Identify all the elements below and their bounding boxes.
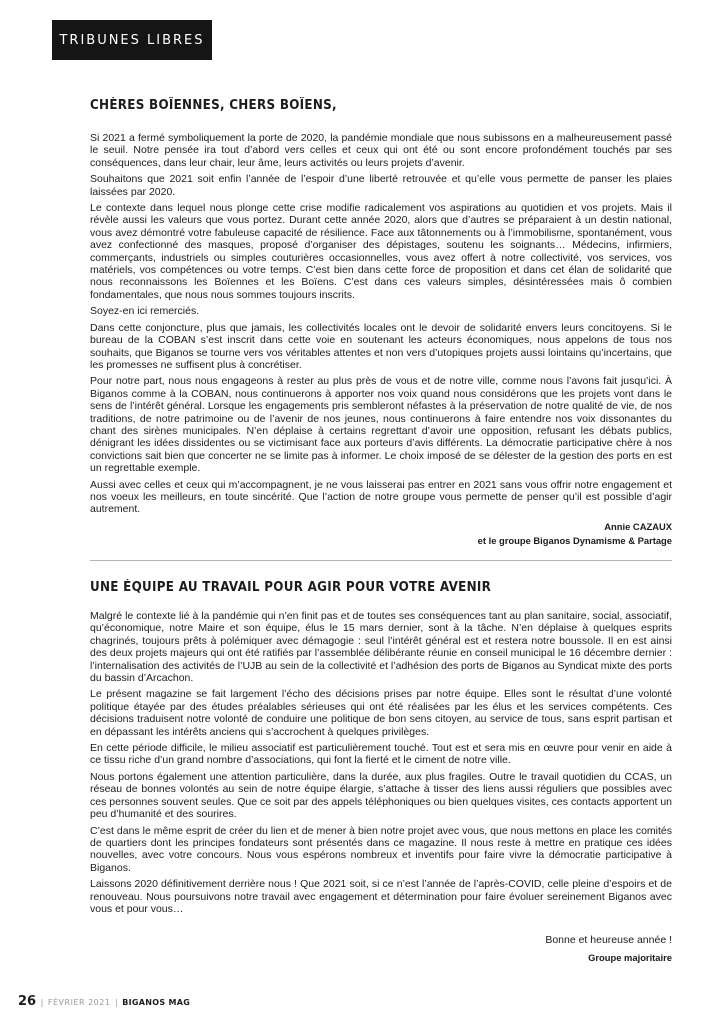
footer-date: FÉVRIER 2021: [47, 998, 111, 1007]
closing-line: Bonne et heureuse année !: [545, 934, 672, 947]
article-paragraph: Le présent magazine se fait largement l’écho des décisions prises par notre équipe. Elles sont le résultat d’une volonté politique étayée par des études préalables sérieuses qui ont été réalisées par les élus et les services compétents. Ces décisions traduisent notre volonté de conduire une politique de bon sens citoyen, au service de tous, sans esprit partisan et en dépassant les intérêts anciens qui s’accrochent à quelques privilèges.: [90, 688, 672, 738]
section-tab-label: TRIBUNES LIBRES: [59, 32, 205, 48]
section-tab: [52, 20, 212, 60]
article-paragraph: Si 2021 a fermé symboliquement la porte de 2020, la pandémie mondiale que nous subissons en a malheureusement passé le seuil. Notre pensée ira tout d’abord vers celles et ceux qui ont été ou sont encore profondément touchés par ses conséquences, dans leur chair, leur âme, leurs activités ou leurs projets d’avenir.: [90, 132, 672, 169]
signature-name: Annie CAZAUX: [604, 520, 672, 532]
footer-separator: |: [40, 998, 44, 1007]
article-paragraph: Le contexte dans lequel nous plonge cette crise modifie radicalement vos aspirations au quotidien et vos projets. Mais il révèle aussi les valeurs que vous portez. Durant cette année 2020, alors que d’autres se préparaient à un destin national, vous avez démontré votre fabuleuse capacité de résilience. Face aux tâtonnements ou à l’immobilisme, spontanément, vous avez confectionné des masques, proposé d’organiser des dépistages, soutenu les soignants… Médecins, infirmiers, commerçants, industriels ou simples couturières occasionnelles, vous avez offert à notre collectivité, vos services, vos matériels, vos compétences ou votre temps. C’est bien dans cette force de proposition et dans cet élan de solidarité que nous reconnaissons les Boïennes et les Boïens. C’est dans ces valeurs simples, désintéressées mais ô combien fondamentales, que nous nous sommes toujours inscrits.: [90, 202, 672, 301]
article-majority: [90, 580, 672, 965]
article-headline: UNE ÉQUIPE AU TRAVAIL POUR AGIR POUR VOTRE AVENIR: [90, 580, 492, 595]
page-number: 26: [18, 994, 37, 1009]
article-paragraph: Malgré le contexte lié à la pandémie qui n’en finit pas et de toutes ses conséquences tant au plan sanitaire, social, associatif, qu’économique, notre Maire et son équipe, élus le 15 mars dernier, sont à la tâche. N’en déplaise à quelques esprits chagrinés, toujours prêts à polémiquer avec démagogie : seul l’intérêt général est et restera notre boussole. Il en est ainsi des deux projets majeurs qui ont été ratifiés par l’assemblée délibérante réunie en conseil municipal le 16 décembre dernier : l’internalisation des activités de l’UJB au sein de la collectivité et l’adhésion des ports de Biganos au Syndicat mixte des ports du bassin d’Arcachon.: [90, 610, 672, 685]
section-divider: [90, 560, 672, 561]
article-paragraph: Laissons 2020 définitivement derrière nous ! Que 2021 soit, si ce n’est l’année de l’après-COVID, celle pleine d’espoirs et de renouveau. Nous poursuivons notre travail avec engagement et détermination pour faire évoluer sereinement Biganos avec vous et pour vous…: [90, 878, 672, 915]
signature-group: Groupe majoritaire: [588, 952, 672, 964]
article-paragraph: Soyez-en ici remerciés.: [90, 305, 200, 318]
article-headline: CHÈRES BOÏENNES, CHERS BOÏENS,: [90, 98, 337, 113]
signature-block: [90, 520, 672, 548]
article-paragraph: Aussi avec celles et ceux qui m’accompagnent, je ne vous laisserai pas entrer en 2021 sans vous offrir notre engagement et nos voeux les meilleurs, en toute sincérité. Que l’action de notre groupe vous permette de penser qu’il est possible d’agir autrement.: [90, 478, 672, 516]
article-paragraph: Pour notre part, nous nous engageons à rester au plus près de vous et de notre ville, comme nous l’avons fait jusqu’ici. À Biganos comme à la COBAN, nous continuerons à apporter nos voix quand nous considérons que les projets vont dans le sens de l’intérêt général. Lorsque les engagements pris sembleront néfastes à la préservation de notre qualité de vie, de nos traditions, de notre patrimoine ou de l’avenir de nos jeunes, nous continuerons à faire entendre nos voix dissonantes du chant des sirènes municipales. N’en déplaise à certains regrettant d’avoir une opposition, refusant les débats publics, dénigrant les idées dissidentes ou se victimisant face aux porteurs d’avis différents. La démocratie participative chère à nos convictions sait bien que concerter ne se limite pas à informer. Le choix imposé de se délester de la gestion des ports en est un regrettable exemple.: [90, 375, 672, 475]
article-opposition: [90, 98, 672, 548]
article-paragraph: Nous portons également une attention particulière, dans la durée, aux plus fragiles. Outre le travail quotidien du CCAS, un réseau de bonnes volontés au sein de notre équipe élargie, s’attache à tisser des liens aussi réguliers que possibles avec ces personnes souvent seules. Que ce soit par des appels téléphoniques ou bien quelques visites, ces contacts apportent un peu d’humanité et des sourires.: [90, 770, 672, 821]
signature-group: et le groupe Biganos Dynamisme & Partage: [477, 534, 672, 546]
footer-separator: |: [115, 998, 118, 1007]
magazine-name: BIGANOS MAG: [122, 998, 191, 1007]
page-footer: [18, 994, 190, 1009]
article-paragraph: Souhaitons que 2021 soit enfin l’année de l’espoir d’une liberté retrouvée et qu’elle vous permette de panser les plaies laissées par 2020.: [90, 173, 672, 198]
article-paragraph: Dans cette conjoncture, plus que jamais, les collectivités locales ont le devoir de solidarité envers leurs concitoyens. Si le bureau de la COBAN s’est inscrit dans cette voie en soutenant les acteurs économiques, nous appelons de tous nos souhaits, que Biganos se tourne vers vos véritables attentes et non vers d’utopiques projets aussi lointains qu’incertains, que les promesses ne suffisent plus à concrétiser.: [90, 321, 672, 371]
article-paragraph: En cette période difficile, le milieu associatif est particulièrement touché. Tout est et sera mis en œuvre pour venir en aide à ce tissu riche d’un grand nombre d’associations, qui font la fierté et le ciment de notre ville.: [90, 742, 672, 767]
article-paragraph: C’est dans le même esprit de créer du lien et de mener à bien notre projet avec vous, que nous mettons en place les comités de quartiers dont les principes fondateurs sont présentés dans ce magazine. Il nous reste à mettre en pratique ces idées nouvelles, avec votre concours. Nous vous espérons nombreux et inventifs pour faire vivre la démocratie participative à Biganos.: [90, 824, 672, 874]
